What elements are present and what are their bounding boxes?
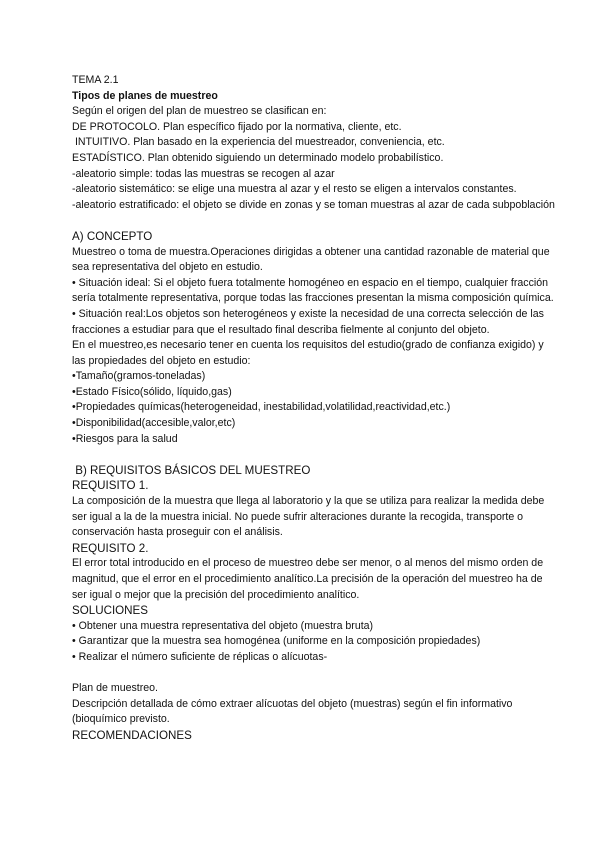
plan-type-intuitivo: INTUITIVO. Plan basado en la experiencia del muestreador, conveniencia, etc. [72, 136, 445, 149]
requisito-1-text: La composición de la muestra que llega al laboratorio y la que se utiliza para realizar la medida debe ser igual a la de la muestra inicial. No puede sufrir alteraciones durante la recogida, transporte o conservación hasta proseguir con el análisis. [72, 495, 545, 539]
spacer [72, 447, 560, 463]
tema-label: TEMA 2.1 [72, 74, 119, 86]
concepto-heading: A) CONCEPTO [72, 229, 153, 243]
muestreo-requisitos-text: En el muestreo,es necesario tener en cuenta los requisitos del estudio(grado de confianza exigido) y las propiedades del objeto en estudio: [72, 339, 544, 367]
soluciones-label: SOLUCIONES [72, 604, 149, 618]
requisito-1-label: REQUISITO 1. [72, 479, 149, 493]
section-title: Tipos de planes de muestreo [72, 89, 218, 102]
solucion-item: • Realizar el número suficiente de réplicas o alícuotas- [72, 650, 328, 663]
recomendaciones-heading: RECOMENDACIONES [72, 728, 192, 742]
property-estado-fisico: •Estado Físico(sólido, líquido,gas) [72, 385, 232, 398]
property-disponibilidad: •Disponibilidad(accesible,valor,etc) [72, 417, 236, 430]
plan-description: Descripción detallada de cómo extraer alícuotas del objeto (muestras) según el fin informativo (bioquímico previsto. [72, 697, 513, 726]
intro-text: Según el origen del plan de muestreo se clasifican en: [72, 105, 327, 118]
solucion-item: • Obtener una muestra representativa del objeto (muestra bruta) [72, 619, 374, 632]
aleatorio-simple: -aleatorio simple: todas las muestras se recogen al azar [72, 167, 335, 180]
requisito-2-text: El error total introducido en el proceso de muestreo debe ser menor, o al menos del mismo orden de magnitud, que el error en el procedimiento analítico.La precisión de la operación del muestreo ha de ser igual o mejor que la precisión del procedimiento analítico. [72, 557, 544, 601]
plan-type-estadistico: ESTADÍSTICO. Plan obtenido siguiendo un determinado modelo probabilístico. [72, 151, 444, 164]
spacer [72, 666, 560, 682]
solucion-item: • Garantizar que la muestra sea homogénea (uniforme en la composición propiedades) [72, 635, 481, 648]
property-tamano: •Tamaño(gramos-toneladas) [72, 370, 206, 383]
plan-type-protocolo: DE PROTOCOLO. Plan específico fijado por la normativa, cliente, etc. [72, 120, 402, 133]
requisito-2-label: REQUISITO 2. [72, 541, 149, 555]
spacer [72, 213, 560, 229]
situacion-ideal: • Situación ideal: Si el objeto fuera totalmente homogéneo en espacio en el tiempo, cualquier fracción sería totalmente representativa, porque todas las fracciones presentan la misma composición química. [72, 276, 554, 305]
requisitos-heading: B) REQUISITOS BÁSICOS DEL MUESTREO [72, 463, 311, 477]
property-riesgos: •Riesgos para la salud [72, 432, 178, 445]
aleatorio-sistematico: -aleatorio sistemático: se elige una muestra al azar y el resto se eligen a intervalos constantes. [72, 183, 517, 196]
property-quimicas: •Propiedades químicas(heterogeneidad, inestabilidad,volatilidad,reactividad,etc.) [72, 401, 451, 414]
concepto-definition: Muestreo o toma de muestra.Operaciones dirigidas a obtener una cantidad razonable de material que sea representativa del objeto en estudio. [72, 245, 550, 274]
plan-title: Plan de muestreo. [72, 682, 158, 695]
aleatorio-estratificado: -aleatorio estratificado: el objeto se divide en zonas y se toman muestras al azar de cada subpoblación [72, 198, 555, 211]
situacion-real: • Situación real:Los objetos son heterogéneos y existe la necesidad de una correcta selección de las fracciones a estudiar para que el resultado final describa fielmente al conjunto del objeto. [72, 307, 544, 336]
